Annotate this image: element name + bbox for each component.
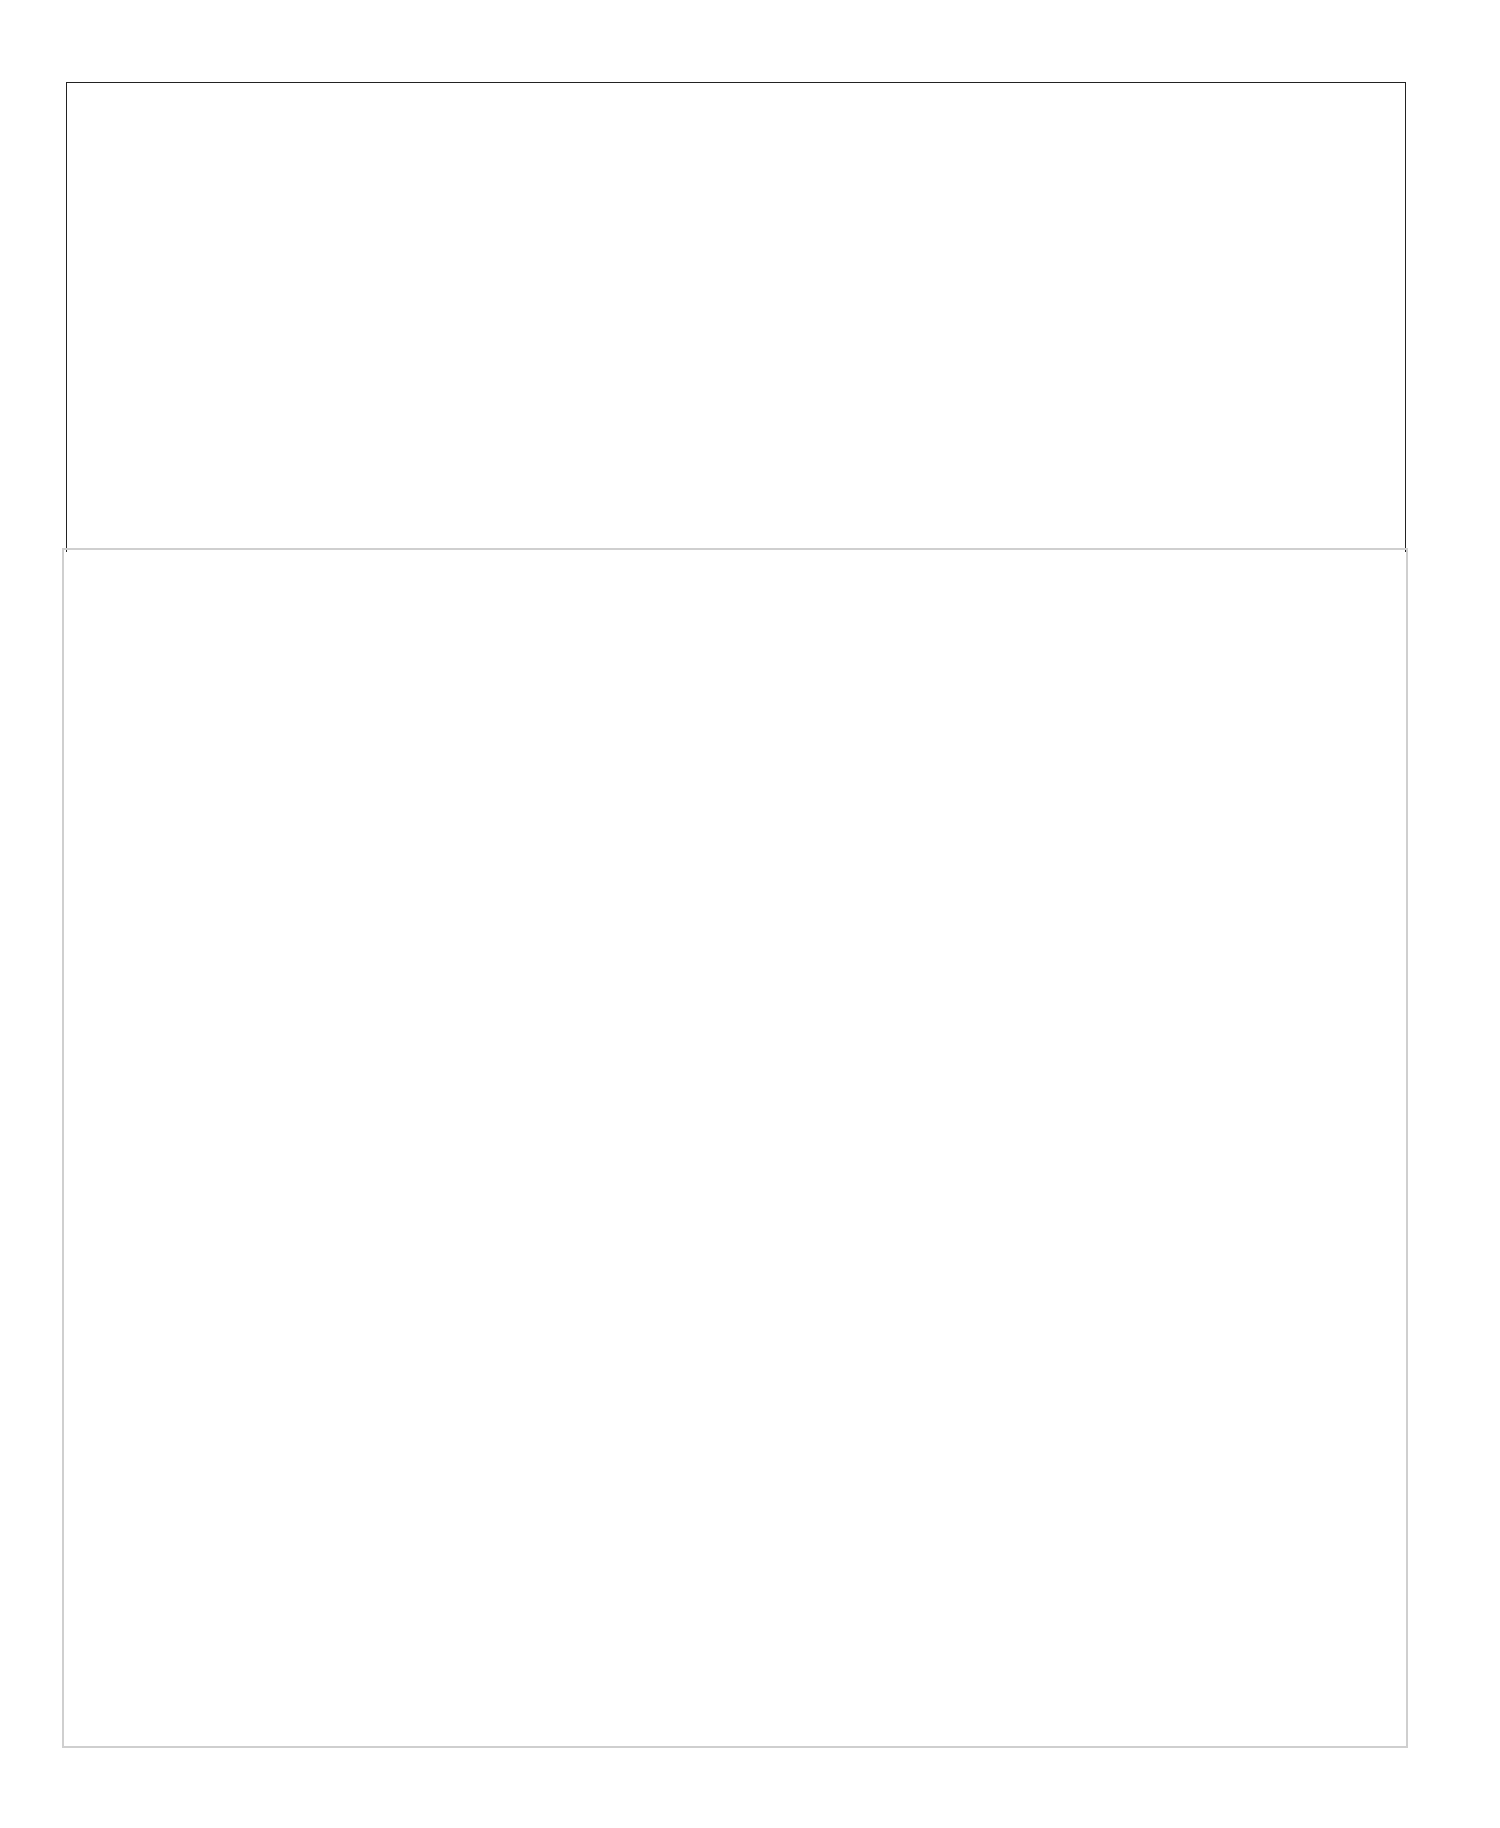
faded-wiring-area	[70, 565, 1405, 1745]
